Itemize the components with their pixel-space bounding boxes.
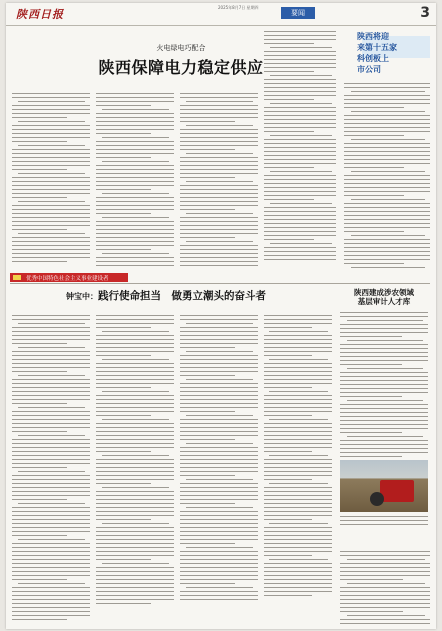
- lead-body-col-3: [180, 93, 258, 269]
- feature-banner: [10, 273, 128, 282]
- section-divider: [10, 283, 430, 284]
- feature-body-col-1: [12, 315, 90, 623]
- newspaper-logo: 陕西日报: [16, 8, 64, 21]
- side-headline: 陕西将迎 来第十五家 科创板上 市公司: [357, 31, 397, 74]
- feature-headline: [66, 288, 326, 303]
- section-tag: 要闻: [281, 7, 315, 19]
- bottom-right-body: [340, 551, 430, 627]
- flag-icon: [13, 275, 21, 280]
- feature-headline-name: 钟宝中：: [66, 291, 98, 301]
- feature-body-col-4: [264, 315, 332, 599]
- lead-body-col-4: [264, 31, 336, 263]
- feature-body-col-2: [96, 315, 174, 607]
- feature-body-col-3: [180, 315, 258, 603]
- photo-story: [336, 288, 432, 543]
- masthead: [6, 3, 436, 26]
- date-line: 2025年8月7日 星期四: [218, 5, 259, 10]
- lead-kicker: 火电绿电巧配合: [156, 44, 206, 52]
- lead-body-col-1: [12, 93, 90, 265]
- photo-story-headline: 陕西建成涉农领域 基层审计人才库: [354, 288, 414, 306]
- side-body-col-1: [344, 83, 430, 271]
- photo-caption: [340, 516, 428, 526]
- lead-headline: 陕西保障电力稳定供应: [98, 58, 264, 77]
- farm-tractor-photo: [340, 460, 428, 512]
- page-number: 3: [420, 5, 430, 21]
- tractor-icon: [380, 480, 414, 502]
- newspaper-page: [6, 3, 436, 629]
- banner-label: 优秀中国特色社会主义事业建设者: [26, 276, 109, 282]
- photo-story-body: [340, 312, 428, 460]
- feature-headline-text: 践行使命担当 做勇立潮头的奋斗者: [98, 290, 266, 302]
- lead-body-col-2: [96, 93, 174, 269]
